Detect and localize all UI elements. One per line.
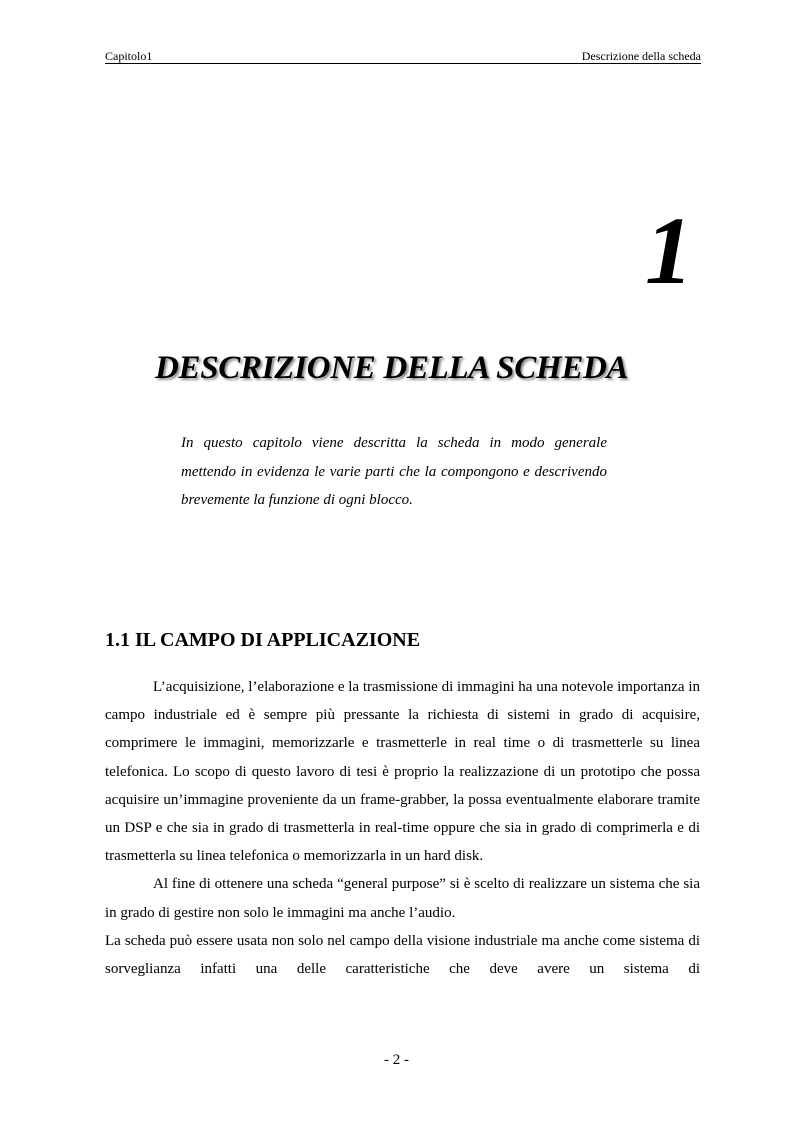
page-number: - 2 -	[384, 1052, 409, 1068]
chapter-title: DESCRIZIONE DELLA SCHEDA	[155, 350, 629, 386]
chapter-abstract: In questo capitolo viene descritta la scheda in modo generale mettendo in evidenza le varie parti che la compongono e descrivendo brevemente la funzione di ogni blocco.	[181, 435, 607, 508]
chapter-number: 1	[645, 197, 693, 304]
paragraph: L’acquisizione, l’elaborazione e la trasmissione di immagini ha una notevole importanza in campo industriale ed è sempre più pressante la richiesta di sistemi in grado di acquisire, comprimere le immagini, memorizzarle e trasmetterle in real time o di trasmetterle su linea telefonica. Lo scopo di questo lavoro di tesi è proprio la realizzazione di un prototipo che possa acquisire un’immagine proveniente da un frame-grabber, la possa eventualmente elaborare tramite un DSP e che sia in grado di trasmetterla in real-time oppure che sia in grado di comprimerla e di trasmetterla su linea telefonica o memorizzarla in un hard disk.	[105, 679, 700, 865]
paragraph: La scheda può essere usata non solo nel campo della visione industriale ma anche come sistema di sorveglianza infatti una delle caratteristiche che deve avere un sistema di	[105, 932, 700, 978]
header-section-title: Descrizione della scheda	[581, 49, 701, 63]
paragraph: Al fine di ottenere una scheda “general purpose” si è scelto di realizzare un sistema che sia in grado di gestire non solo le immagini ma anche l’audio.	[105, 876, 700, 921]
body-text	[105, 673, 700, 983]
header-chapter-label: Capitolo1	[105, 49, 153, 63]
section-heading: 1.1 IL CAMPO DI APPLICAZIONE	[105, 629, 421, 651]
page-header	[105, 48, 701, 64]
